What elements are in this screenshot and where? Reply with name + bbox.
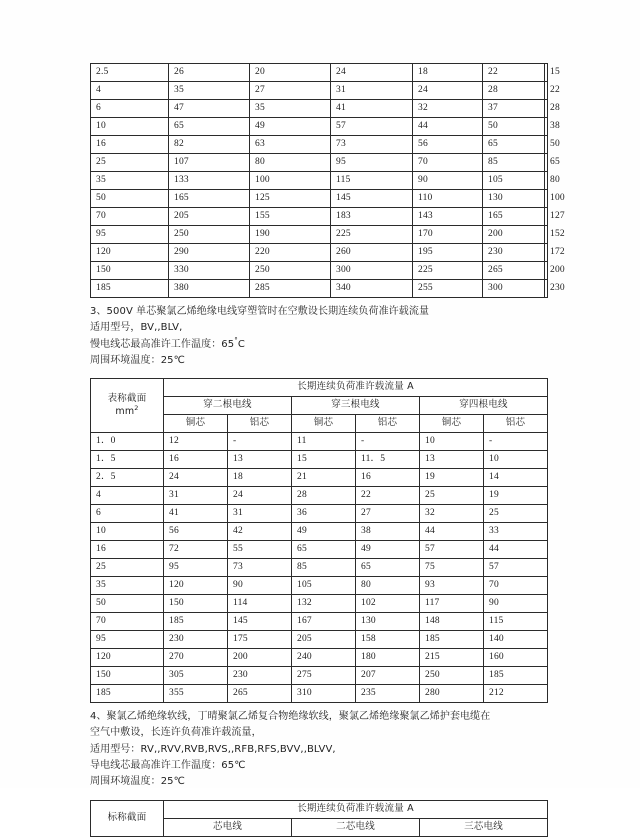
table-row [91,226,548,244]
section-4-conductor-temp: 导电线芯最高准许工作温度：65℃ [90,760,246,772]
cell: 41 [164,505,228,523]
cell: 280 [420,685,484,703]
table-row [91,577,548,595]
table-row [91,613,548,631]
table-row [91,685,548,703]
cell: 225 [413,262,483,280]
cell: 205 [292,631,356,649]
cell: 250 [420,667,484,685]
cell: 24 [413,82,483,100]
nominal-section-label: 表称截面 [107,393,147,405]
cell: 380 [169,280,250,298]
table-row [91,523,548,541]
spacer [90,369,548,378]
table-row [91,208,548,226]
cell: 145 [228,613,292,631]
header-group-two-wires: 穿二根电线 [164,397,292,415]
cell: 300 [483,280,545,298]
cell: 220 [250,244,331,262]
cell: 230 [164,631,228,649]
cell: 38 [356,523,420,541]
cell: 56 [164,523,228,541]
cell: 44 [413,118,483,136]
header-group-two-core: 二芯电线 [292,818,420,836]
header-ampacity-title: 长期连续负荷准许载流量 A [164,800,548,818]
header-copper-core-3: 铜芯 [420,415,484,433]
cell: 185 [420,631,484,649]
cell: 32 [420,505,484,523]
cell: 100 [250,172,331,190]
cell: 152 [545,226,548,244]
cell: 95 [91,226,169,244]
cell: 158 [356,631,420,649]
cell: 10 [420,433,484,451]
cell: 19 [420,469,484,487]
cell: 110 [413,190,483,208]
unit-exponent: 2 [134,403,139,412]
cell: 31 [228,505,292,523]
cell: 310 [292,685,356,703]
cell: 49 [292,523,356,541]
section-3-models: 适用型号，BV,,BLV, [90,322,183,334]
cell: 28 [483,82,545,100]
cell: 25 [91,154,169,172]
cell: 225 [331,226,413,244]
cell: 212 [484,685,548,703]
cell: 13 [420,451,484,469]
cell: 41 [331,100,413,118]
cell: 285 [250,280,331,298]
cell: 65 [483,136,545,154]
conductor-temp-text: 慢电线芯最高准许工作温度：65 [90,338,235,350]
cell: 200 [228,649,292,667]
cell: 24 [331,64,413,82]
cell: 35 [91,172,169,190]
cell: 47 [169,100,250,118]
cell: 2．5 [91,469,164,487]
cell: 65 [292,541,356,559]
cell: 90 [228,577,292,595]
cell: 250 [169,226,250,244]
cell: 27 [356,505,420,523]
cell: 26 [169,64,250,82]
cell: 265 [228,685,292,703]
cell: 230 [545,280,548,298]
cell: 114 [228,595,292,613]
cell: 1．0 [91,433,164,451]
cell: 49 [356,541,420,559]
table-row [91,154,548,172]
cell: 150 [91,667,164,685]
cell: 21 [292,469,356,487]
table-row [91,262,548,280]
cell: 290 [169,244,250,262]
cell: 195 [413,244,483,262]
table-row [91,667,548,685]
table-row [91,136,548,154]
header-group-three-core: 三芯电线 [420,818,548,836]
cell: 56 [413,136,483,154]
cell: 11．5 [356,451,420,469]
cell: 117 [420,595,484,613]
cell: 10 [91,118,169,136]
header-copper-core-1: 铜芯 [164,415,228,433]
cell: 57 [484,559,548,577]
table1-body [91,64,565,298]
header-aluminum-core-1: 铝芯 [228,415,292,433]
cell: 155 [250,208,331,226]
cell: 82 [169,136,250,154]
cell: 28 [545,100,548,118]
cell: 150 [91,262,169,280]
cell: 185 [91,685,164,703]
cell: 35 [91,577,164,595]
cell: 18 [228,469,292,487]
table-row [91,118,548,136]
cell: 25 [420,487,484,505]
cell: 50 [91,595,164,613]
cell: 250 [250,262,331,280]
cell: 85 [292,559,356,577]
cell: 12 [164,433,228,451]
cell: 73 [331,136,413,154]
section-4-models: 适用型号：RV,,RVV,RVB,RVS,,RFB,RFS,BVV,,BLVV, [90,743,336,755]
section-4-heading-line1: 4、聚氯乙烯绝缘软线，丁晴聚氯乙烯复合物绝缘软线，聚氯乙烯绝缘聚氯乙烯护套电缆在 [90,711,491,723]
cell: 35 [169,82,250,100]
cell: 205 [169,208,250,226]
cell: 19 [484,487,548,505]
cell: 31 [331,82,413,100]
cell: 15 [292,451,356,469]
cell: 57 [331,118,413,136]
cell: 32 [413,100,483,118]
cell: 100 [545,190,548,208]
cell: 50 [91,190,169,208]
cell: 305 [164,667,228,685]
cell: 265 [483,262,545,280]
cell: 200 [483,226,545,244]
cell: 38 [545,118,548,136]
cell: 14 [484,469,548,487]
cell: 90 [413,172,483,190]
ampacity-table-continuation [90,63,565,298]
cell: 207 [356,667,420,685]
nominal-section-unit: mm [115,405,135,417]
cell: 80 [356,577,420,595]
cell: 70 [484,577,548,595]
cell: 165 [483,208,545,226]
cell: 15 [545,64,548,82]
cell: 90 [484,595,548,613]
cell: 18 [413,64,483,82]
cell: 80 [250,154,331,172]
header-nominal-section: 标称截面 [91,800,164,836]
cell: 49 [250,118,331,136]
cell: 42 [228,523,292,541]
cell: 170 [413,226,483,244]
cell: 132 [292,595,356,613]
table-row [91,487,548,505]
cell: 11 [292,433,356,451]
table-row [91,190,548,208]
cell: 24 [228,487,292,505]
header-aluminum-core-3: 铝芯 [484,415,548,433]
cell: 33 [484,523,548,541]
cell: - [484,433,548,451]
cell: 16 [91,136,169,154]
cell: 24 [164,469,228,487]
cell: 107 [169,154,250,172]
section-4-ambient-temp: 周围环境温度：25℃ [90,776,185,788]
table-row [91,541,548,559]
cell: 22 [483,64,545,82]
table-row [91,649,548,667]
cell: 120 [91,244,169,262]
cell: 120 [164,577,228,595]
header-copper-core-2: 铜芯 [292,415,356,433]
cell: 31 [164,487,228,505]
cell: 127 [545,208,548,226]
cell: 185 [484,667,548,685]
section-3-text [90,304,548,369]
header-group-one-core: 芯电线 [164,818,292,836]
cell: 65 [545,154,548,172]
section-4-heading-line2: 空气中敷设，长连许负荷准许载流量， [90,727,262,739]
cell: - [356,433,420,451]
cell: 25 [484,505,548,523]
table-row [91,244,548,262]
cell: - [228,433,292,451]
cell: 85 [483,154,545,172]
cell: 115 [484,613,548,631]
table-row [91,595,548,613]
cell: 2.5 [91,64,169,82]
cell: 183 [331,208,413,226]
cell: 13 [228,451,292,469]
table-row [91,82,548,100]
cell: 22 [545,82,548,100]
cell: 270 [164,649,228,667]
cell: 70 [413,154,483,172]
table-row [91,469,548,487]
cell: 115 [331,172,413,190]
cell: 150 [164,595,228,613]
cell: 80 [545,172,548,190]
section-3-ambient-temp: 周围环境温度：25℃ [90,354,185,366]
cell: 120 [91,649,164,667]
header-group-three-wires: 穿三根电线 [292,397,420,415]
cell: 130 [483,190,545,208]
header-ampacity-title: 长期连续负荷准许载流量 A [164,379,548,397]
cell: 260 [331,244,413,262]
cell: 240 [292,649,356,667]
section-3-heading: 3、500V 单芯聚氯乙烯绝缘电线穿塑管时在空敷设长期连续负荷准许载流量 [90,306,430,317]
cell: 145 [331,190,413,208]
cell: 50 [483,118,545,136]
section-4-text [90,709,548,790]
cell: 65 [356,559,420,577]
cell: 330 [169,262,250,280]
table3-head [91,800,548,836]
cell: 72 [164,541,228,559]
cell: 27 [250,82,331,100]
cell: 36 [292,505,356,523]
table-row [91,172,548,190]
table-header-row [91,800,548,818]
cell: 190 [250,226,331,244]
degree-sup: ° [234,336,238,345]
cell: 125 [250,190,331,208]
cell: 255 [413,280,483,298]
cell: 65 [169,118,250,136]
table-row [91,64,548,82]
cell: 75 [420,559,484,577]
cell: 130 [356,613,420,631]
cell: 70 [91,208,169,226]
header-aluminum-core-2: 铝芯 [356,415,420,433]
cell: 73 [228,559,292,577]
cell: 172 [545,244,548,262]
cell: 10 [484,451,548,469]
temp-unit: C [237,338,245,350]
table-row [91,559,548,577]
table-row [91,433,548,451]
cell: 70 [91,613,164,631]
cell: 4 [91,82,169,100]
cell: 16 [356,469,420,487]
cell: 55 [228,541,292,559]
cell: 44 [484,541,548,559]
cell: 37 [483,100,545,118]
cell: 275 [292,667,356,685]
cell: 165 [169,190,250,208]
table-row [91,280,548,298]
cell: 140 [484,631,548,649]
cell: 25 [91,559,164,577]
table-row [91,631,548,649]
cell: 4 [91,487,164,505]
cell: 63 [250,136,331,154]
table-flexible-cable-in-air [90,800,548,837]
cell: 200 [545,262,548,280]
cell: 1．5 [91,451,164,469]
cell: 175 [228,631,292,649]
cell: 50 [545,136,548,154]
cell: 93 [420,577,484,595]
cell: 180 [356,649,420,667]
cell: 95 [331,154,413,172]
cell: 95 [164,559,228,577]
cell: 20 [250,64,331,82]
cell: 185 [164,613,228,631]
header-group-four-wires: 穿四根电线 [420,397,548,415]
cell: 95 [91,631,164,649]
cell: 167 [292,613,356,631]
cell: 355 [164,685,228,703]
table-500v-single-core-conduit [90,378,548,703]
cell: 22 [356,487,420,505]
header-nominal-section [91,379,164,433]
cell: 235 [356,685,420,703]
page-content [90,63,565,837]
cell: 160 [484,649,548,667]
section-3-conductor-temp [90,337,548,353]
cell: 105 [292,577,356,595]
cell: 230 [483,244,545,262]
cell: 16 [164,451,228,469]
table-row [91,100,548,118]
cell: 28 [292,487,356,505]
cell: 148 [420,613,484,631]
cell: 35 [250,100,331,118]
cell: 16 [91,541,164,559]
table2-head [91,379,548,433]
cell: 230 [228,667,292,685]
cell: 133 [169,172,250,190]
cell: 215 [420,649,484,667]
cell: 6 [91,505,164,523]
table-row [91,451,548,469]
table-row [91,505,548,523]
spacer [90,791,548,800]
cell: 57 [420,541,484,559]
cell: 10 [91,523,164,541]
table2-body [91,433,548,703]
cell: 143 [413,208,483,226]
cell: 185 [91,280,169,298]
cell: 102 [356,595,420,613]
cell: 340 [331,280,413,298]
cell: 44 [420,523,484,541]
cell: 6 [91,100,169,118]
table-header-row [91,379,548,397]
cell: 105 [483,172,545,190]
cell: 300 [331,262,413,280]
